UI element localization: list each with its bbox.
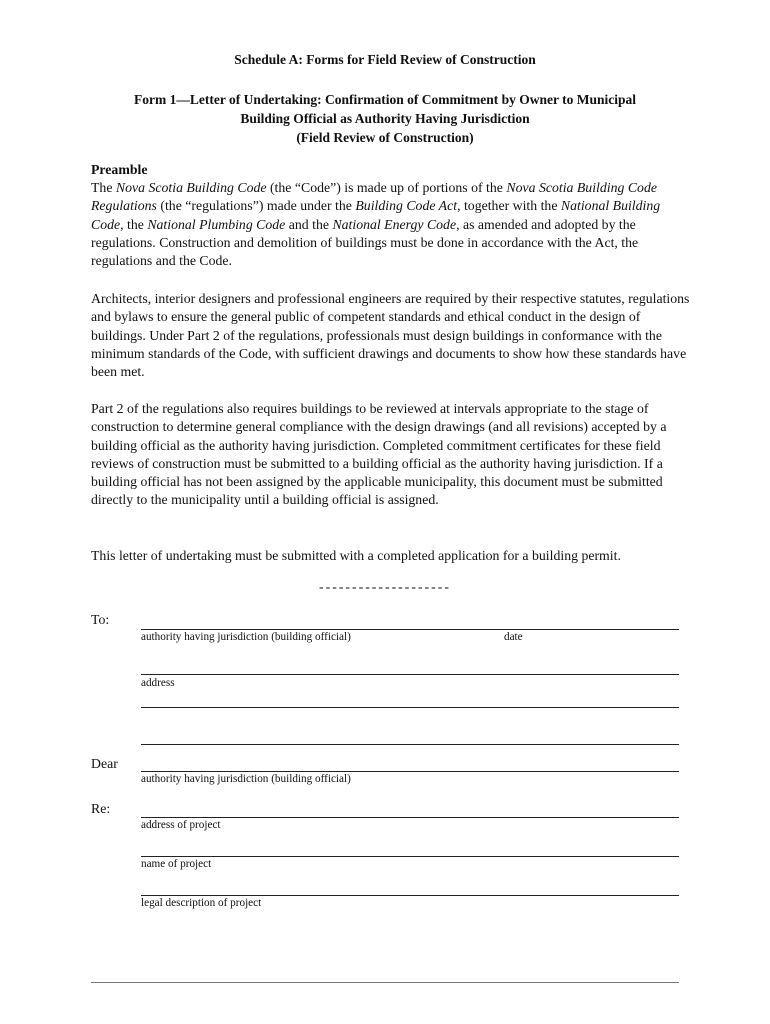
project-name-line[interactable]	[141, 856, 679, 857]
form-title	[0, 90, 770, 147]
national-plumbing-code: National Plumbing Code	[147, 216, 286, 232]
dear-official-line[interactable]	[141, 771, 679, 772]
to-official-line[interactable]	[141, 629, 679, 630]
national-building-code: National Building Code	[91, 198, 661, 232]
to-label: To:	[91, 612, 110, 627]
dear-label: Dear	[91, 756, 118, 771]
address-caption: address	[141, 677, 175, 689]
address-line-2[interactable]	[141, 707, 679, 708]
section-separator: --------------------	[319, 579, 451, 594]
form-title-line-1: Form 1—Letter of Undertaking: Confirmation of Commitment by Owner to Municipal	[134, 92, 636, 107]
schedule-title: Schedule A: Forms for Field Review of Construction	[234, 52, 536, 67]
national-energy-code: National Energy Code	[332, 216, 457, 232]
legal-description-line[interactable]	[141, 895, 679, 896]
to-official-caption: authority having jurisdiction (building official)	[141, 631, 351, 643]
project-address-line[interactable]	[141, 817, 679, 818]
code-name: Nova Scotia Building Code	[115, 180, 267, 195]
preamble-heading: Preamble	[91, 162, 148, 177]
re-label: Re:	[91, 801, 111, 816]
project-address-caption: address of project	[141, 819, 221, 831]
paragraph-professionals: Architects, interior designers and professional engineers are required by their respective statutes, regulations and bylaws to ensure the general public of competent standards and ethical conduct in the design of buildings. Under Part 2 of the regulations, professionals must design buildings in conformance with the minimum standards of the Code, with sufficient drawings and documents to show how these standards have been met.	[91, 291, 690, 380]
date-caption: date	[504, 631, 523, 643]
project-name-caption: name of project	[141, 858, 212, 870]
form-title-line-3: (Field Review of Construction)	[296, 130, 474, 145]
address-line-3[interactable]	[141, 744, 679, 745]
act-name: Building Code Act	[355, 198, 458, 214]
address-line[interactable]	[141, 674, 679, 675]
regulations-name: Nova Scotia Building Code Regulations	[91, 180, 657, 214]
legal-description-caption: legal description of project	[141, 897, 262, 909]
paragraph-field-review: Part 2 of the regulations also requires buildings to be reviewed at intervals appropriate to the stage of construction to determine general compliance with the design drawings (and all revisions) accepted by a building official as the authority having jurisdiction. Completed commitment certificates for these field reviews of construction must be submitted to a building official as the authority having jurisdiction. If a building official has not been assigned by the applicable municipality, this document must be submitted directly to the municipality until a building official is assigned.	[91, 401, 667, 508]
form-title-line-2: Building Official as Authority Having Jurisdiction	[240, 111, 530, 126]
preamble-paragraph: The Nova Scotia Building Code (the “Code”) is made up of portions of the Nova Scotia Building Code Regulations (the “regulations”) made under the Building Code Act, together with the National Building Code, the National Plumbing Code and the National Energy Code, as amended and adopted by the regulations. Construction and demolition of buildings must be done in accordance with the Act, the regulations and the Code.	[91, 180, 661, 269]
paragraph-submission: This letter of undertaking must be submitted with a completed application for a building permit.	[91, 548, 621, 563]
dear-official-caption: authority having jurisdiction (building official)	[141, 773, 351, 785]
footer-divider	[91, 982, 679, 983]
